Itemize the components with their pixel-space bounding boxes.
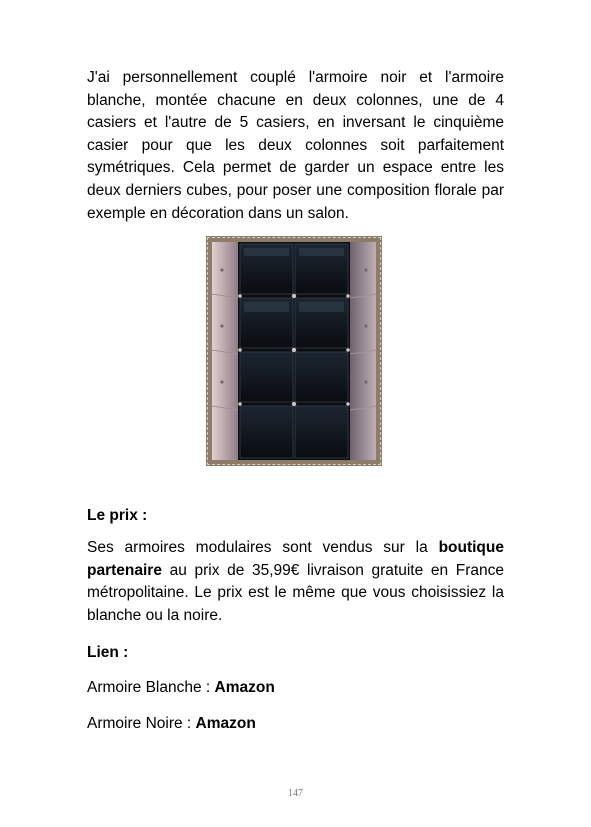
link-row-black-wardrobe [87,713,256,736]
amazon-link-white[interactable]: Amazon [214,679,275,696]
price-text-after: au prix de 35,99€ livraison gratuite en France métropolitaine. Le prix est le même que vous choisissiez la blanche ou la noire. [87,561,504,624]
links-heading: Lien : [87,644,129,661]
price-heading: Le prix : [87,507,148,524]
partner-shop-text: boutique partenaire [87,539,504,579]
price-paragraph [87,537,504,627]
page-number: 147 [288,788,303,799]
price-text-before: Ses armoires modulaires sont vendus sur la [87,539,439,556]
link-row-white-wardrobe [87,677,275,700]
amazon-link-black[interactable]: Amazon [195,715,256,732]
intro-paragraph: J'ai personnellement couplé l'armoire noir et l'armoire blanche, montée chacune en deux colonnes, une de 4 casiers et l'autre de 5 casiers, en inversant le cinquième casier pour que les deux colonnes soit parfaitement symétriques. Cela permet de garder un espace entre les deux derniers cubes, pour poser une composition florale par exemple en décoration dans un salon. [87,69,504,222]
link-label: Armoire Blanche : [87,679,215,696]
wardrobe-illustration [212,242,376,460]
link-label: Armoire Noire : [87,715,196,732]
wardrobe-photo [206,236,382,466]
